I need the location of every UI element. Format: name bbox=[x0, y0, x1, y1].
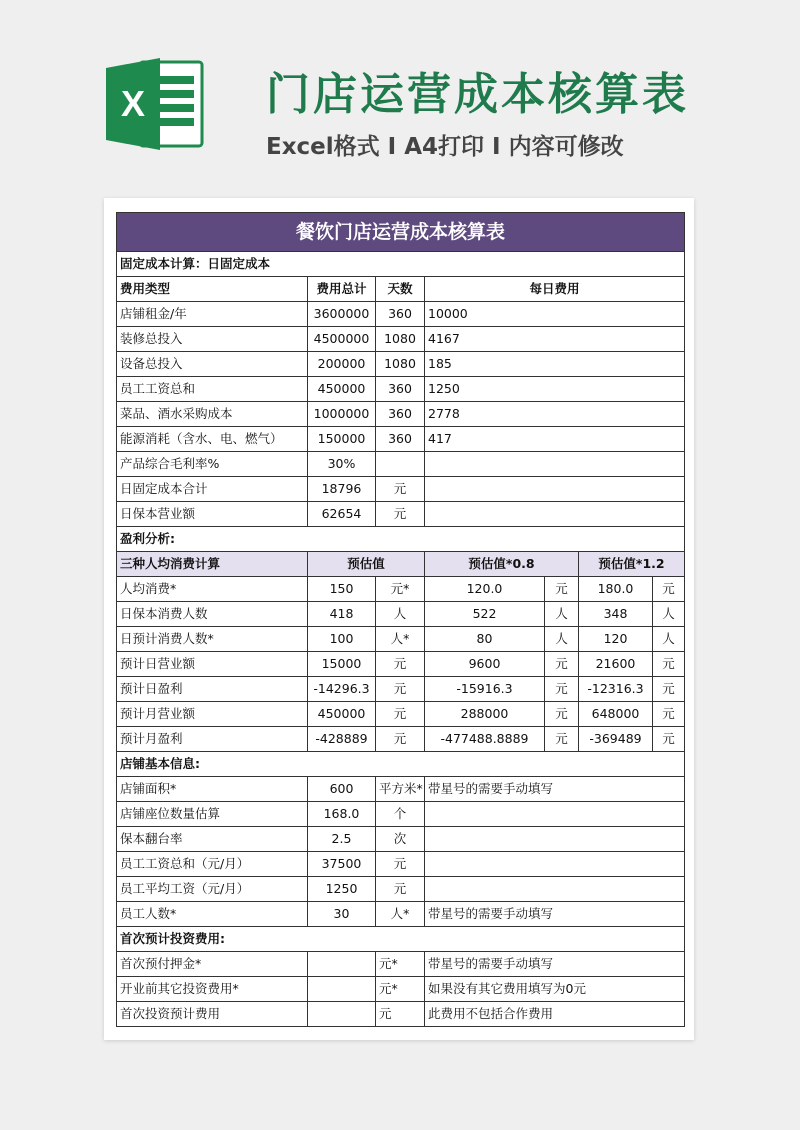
table-row bbox=[117, 452, 685, 477]
table-cell[interactable] bbox=[425, 852, 685, 877]
table-cell[interactable]: 150 bbox=[308, 577, 376, 602]
table-cell[interactable]: 人均消费* bbox=[117, 577, 308, 602]
table-cell[interactable]: 元 bbox=[545, 702, 579, 727]
table-cell[interactable]: 1080 bbox=[376, 352, 425, 377]
table-cell[interactable]: -477488.8889 bbox=[425, 727, 545, 752]
table-cell[interactable]: 带星号的需要手动填写 bbox=[425, 902, 685, 927]
table-cell[interactable]: 日保本营业额 bbox=[117, 502, 308, 527]
table-cell[interactable]: 360 bbox=[376, 302, 425, 327]
table-cell[interactable]: 648000 bbox=[579, 702, 653, 727]
table-row bbox=[117, 477, 685, 502]
table-cell[interactable] bbox=[425, 827, 685, 852]
table-row bbox=[117, 377, 685, 402]
table-cell[interactable]: 180.0 bbox=[579, 577, 653, 602]
table-cell[interactable] bbox=[308, 1002, 376, 1027]
table-cell[interactable]: 次 bbox=[376, 827, 425, 852]
table-cell[interactable]: 2778 bbox=[425, 402, 685, 427]
table-cell[interactable] bbox=[376, 452, 425, 477]
table-cell[interactable]: 9600 bbox=[425, 652, 545, 677]
table-cell[interactable]: 元 bbox=[545, 652, 579, 677]
table-cell[interactable]: 450000 bbox=[308, 702, 376, 727]
logo-letter: X bbox=[120, 83, 146, 124]
cost-table bbox=[116, 212, 685, 1027]
section-row bbox=[117, 527, 685, 552]
table-row bbox=[117, 802, 685, 827]
header-cell[interactable]: 费用类型 bbox=[117, 277, 308, 302]
section-title[interactable]: 固定成本计算：日固定成本 bbox=[117, 252, 685, 277]
table-cell[interactable]: 168.0 bbox=[308, 802, 376, 827]
table-cell[interactable]: 348 bbox=[579, 602, 653, 627]
table-cell[interactable]: 带星号的需要手动填写 bbox=[425, 952, 685, 977]
header-cell[interactable]: 预估值*1.2 bbox=[579, 552, 685, 577]
table-cell[interactable]: 人 bbox=[653, 627, 685, 652]
table-cell[interactable]: -428889 bbox=[308, 727, 376, 752]
table-row bbox=[117, 702, 685, 727]
table-row bbox=[117, 627, 685, 652]
table-row bbox=[117, 402, 685, 427]
table-cell[interactable]: 设备总投入 bbox=[117, 352, 308, 377]
table-cell[interactable]: 平方米* bbox=[376, 777, 425, 802]
table-cell[interactable]: 360 bbox=[376, 427, 425, 452]
header-cell[interactable]: 预估值*0.8 bbox=[425, 552, 579, 577]
table-cell[interactable]: 1250 bbox=[308, 877, 376, 902]
table-cell[interactable]: 288000 bbox=[425, 702, 545, 727]
table-cell[interactable]: 4167 bbox=[425, 327, 685, 352]
table-row bbox=[117, 877, 685, 902]
table-cell[interactable]: 产品综合毛利率% bbox=[117, 452, 308, 477]
table-cell[interactable] bbox=[425, 802, 685, 827]
table-row bbox=[117, 502, 685, 527]
table-cell[interactable]: 元 bbox=[653, 702, 685, 727]
table-cell[interactable]: 元 bbox=[545, 727, 579, 752]
header-cell[interactable]: 费用总计 bbox=[308, 277, 376, 302]
table-cell[interactable]: 30% bbox=[308, 452, 376, 477]
table-cell[interactable] bbox=[308, 977, 376, 1002]
table-cell[interactable]: 元 bbox=[376, 702, 425, 727]
table-cell[interactable] bbox=[425, 477, 685, 502]
table-cell[interactable]: 元 bbox=[653, 727, 685, 752]
table-cell[interactable]: -12316.3 bbox=[579, 677, 653, 702]
table-cell[interactable]: 4500000 bbox=[308, 327, 376, 352]
table-cell[interactable]: 日保本消费人数 bbox=[117, 602, 308, 627]
table-cell[interactable]: 元 bbox=[545, 677, 579, 702]
table-cell[interactable]: 人 bbox=[376, 602, 425, 627]
table-row bbox=[117, 427, 685, 452]
table-cell[interactable]: 人* bbox=[376, 902, 425, 927]
table-cell[interactable]: 185 bbox=[425, 352, 685, 377]
table-cell[interactable]: 元* bbox=[376, 577, 425, 602]
header-cell[interactable]: 每日费用 bbox=[425, 277, 685, 302]
table-cell[interactable]: 150000 bbox=[308, 427, 376, 452]
section-row bbox=[117, 252, 685, 277]
table-cell[interactable]: 店铺租金/年 bbox=[117, 302, 308, 327]
table-cell[interactable]: 预计月盈利 bbox=[117, 727, 308, 752]
table-cell[interactable]: 元 bbox=[653, 577, 685, 602]
table-cell[interactable]: 店铺面积* bbox=[117, 777, 308, 802]
table-cell[interactable]: 37500 bbox=[308, 852, 376, 877]
table-cell[interactable]: 200000 bbox=[308, 352, 376, 377]
table-cell[interactable]: 21600 bbox=[579, 652, 653, 677]
table-cell[interactable]: 能源消耗（含水、电、燃气） bbox=[117, 427, 308, 452]
table-cell[interactable]: 元 bbox=[376, 727, 425, 752]
table-cell[interactable]: 1250 bbox=[425, 377, 685, 402]
table-cell[interactable]: 首次投资预计费用 bbox=[117, 1002, 308, 1027]
table-cell[interactable] bbox=[425, 502, 685, 527]
table-cell[interactable]: 员工工资总和（元/月） bbox=[117, 852, 308, 877]
table-cell[interactable]: 2.5 bbox=[308, 827, 376, 852]
table-cell[interactable]: 日固定成本合计 bbox=[117, 477, 308, 502]
table-cell[interactable]: 360 bbox=[376, 377, 425, 402]
header-cell[interactable]: 预估值 bbox=[308, 552, 425, 577]
section-row bbox=[117, 752, 685, 777]
table-cell[interactable]: 此费用不包括合作费用 bbox=[425, 1002, 685, 1027]
table-cell[interactable]: 日预计消费人数* bbox=[117, 627, 308, 652]
table-cell[interactable]: 100 bbox=[308, 627, 376, 652]
table-row bbox=[117, 677, 685, 702]
table-cell[interactable] bbox=[425, 877, 685, 902]
table-cell[interactable]: 元 bbox=[376, 852, 425, 877]
section-title[interactable]: 店铺基本信息: bbox=[117, 752, 685, 777]
table-row bbox=[117, 352, 685, 377]
table-cell[interactable]: 开业前其它投资费用* bbox=[117, 977, 308, 1002]
excel-logo-icon bbox=[102, 52, 206, 156]
table-cell[interactable]: 带星号的需要手动填写 bbox=[425, 777, 685, 802]
table-cell[interactable]: 1000000 bbox=[308, 402, 376, 427]
table-cell[interactable]: 120 bbox=[579, 627, 653, 652]
table-cell[interactable]: 人 bbox=[653, 602, 685, 627]
section-title[interactable]: 首次预计投资费用: bbox=[117, 927, 685, 952]
table-cell[interactable]: 30 bbox=[308, 902, 376, 927]
table-cell[interactable]: 522 bbox=[425, 602, 545, 627]
table-cell[interactable]: 员工工资总和 bbox=[117, 377, 308, 402]
table-cell[interactable]: 元 bbox=[545, 577, 579, 602]
table-cell[interactable]: 员工平均工资（元/月） bbox=[117, 877, 308, 902]
table-cell[interactable]: -15916.3 bbox=[425, 677, 545, 702]
table-cell[interactable]: 人* bbox=[376, 627, 425, 652]
table-cell[interactable]: 15000 bbox=[308, 652, 376, 677]
page-header bbox=[0, 0, 800, 190]
table-cell[interactable]: 10000 bbox=[425, 302, 685, 327]
table-cell[interactable]: 人 bbox=[545, 602, 579, 627]
table-row bbox=[117, 977, 685, 1002]
section-row bbox=[117, 927, 685, 952]
table-cell[interactable]: 3600000 bbox=[308, 302, 376, 327]
table-cell[interactable] bbox=[425, 452, 685, 477]
table-cell[interactable]: 元* bbox=[376, 977, 425, 1002]
table-row bbox=[117, 602, 685, 627]
sheet-title-row bbox=[117, 213, 685, 252]
table-cell[interactable]: 保本翻台率 bbox=[117, 827, 308, 852]
page-subtitle: Excel格式 I A4打印 I 内容可修改 bbox=[266, 134, 624, 160]
table-cell[interactable]: 360 bbox=[376, 402, 425, 427]
table-cell[interactable]: 员工人数* bbox=[117, 902, 308, 927]
section-title[interactable]: 盈利分析: bbox=[117, 527, 685, 552]
table-cell[interactable]: 62654 bbox=[308, 502, 376, 527]
table-cell[interactable]: 预计日营业额 bbox=[117, 652, 308, 677]
header-cell[interactable]: 天数 bbox=[376, 277, 425, 302]
table-row bbox=[117, 852, 685, 877]
table-header-row bbox=[117, 552, 685, 577]
page-title: 门店运营成本核算表 bbox=[266, 69, 689, 120]
table-cell[interactable]: 如果没有其它费用填写为0元 bbox=[425, 977, 685, 1002]
table-cell[interactable]: 120.0 bbox=[425, 577, 545, 602]
table-cell[interactable]: 元 bbox=[376, 477, 425, 502]
table-cell[interactable]: 个 bbox=[376, 802, 425, 827]
table-row bbox=[117, 327, 685, 352]
table-cell[interactable]: 600 bbox=[308, 777, 376, 802]
table-cell[interactable]: 元 bbox=[376, 1002, 425, 1027]
table-cell[interactable]: 人 bbox=[545, 627, 579, 652]
table-row bbox=[117, 1002, 685, 1027]
table-cell[interactable]: 元 bbox=[376, 877, 425, 902]
table-cell[interactable]: 418 bbox=[308, 602, 376, 627]
table-header-row bbox=[117, 277, 685, 302]
table-row bbox=[117, 827, 685, 852]
sheet-title: 餐饮门店运营成本核算表 bbox=[117, 213, 685, 252]
table-cell[interactable]: 装修总投入 bbox=[117, 327, 308, 352]
table-cell[interactable]: 80 bbox=[425, 627, 545, 652]
table-cell[interactable]: 预计日盈利 bbox=[117, 677, 308, 702]
table-cell[interactable]: 元* bbox=[376, 952, 425, 977]
table-cell[interactable]: 菜品、酒水采购成本 bbox=[117, 402, 308, 427]
table-cell[interactable]: 首次预付押金* bbox=[117, 952, 308, 977]
table-cell[interactable]: -14296.3 bbox=[308, 677, 376, 702]
table-cell[interactable]: 元 bbox=[376, 502, 425, 527]
table-row bbox=[117, 652, 685, 677]
table-cell[interactable]: 预计月营业额 bbox=[117, 702, 308, 727]
table-row bbox=[117, 952, 685, 977]
table-cell[interactable]: 450000 bbox=[308, 377, 376, 402]
table-row bbox=[117, 577, 685, 602]
table-row bbox=[117, 727, 685, 752]
table-cell[interactable]: 元 bbox=[653, 652, 685, 677]
table-cell[interactable]: 18796 bbox=[308, 477, 376, 502]
table-row bbox=[117, 902, 685, 927]
table-cell[interactable]: 元 bbox=[376, 677, 425, 702]
table-cell[interactable]: 1080 bbox=[376, 327, 425, 352]
spreadsheet-page bbox=[104, 198, 694, 1040]
table-cell[interactable]: -369489 bbox=[579, 727, 653, 752]
table-cell[interactable] bbox=[308, 952, 376, 977]
table-cell[interactable]: 元 bbox=[376, 652, 425, 677]
table-row bbox=[117, 302, 685, 327]
header-cell[interactable]: 三种人均消费计算 bbox=[117, 552, 308, 577]
table-cell[interactable]: 417 bbox=[425, 427, 685, 452]
table-cell[interactable]: 店铺座位数量估算 bbox=[117, 802, 308, 827]
table-row bbox=[117, 777, 685, 802]
table-cell[interactable]: 元 bbox=[653, 677, 685, 702]
